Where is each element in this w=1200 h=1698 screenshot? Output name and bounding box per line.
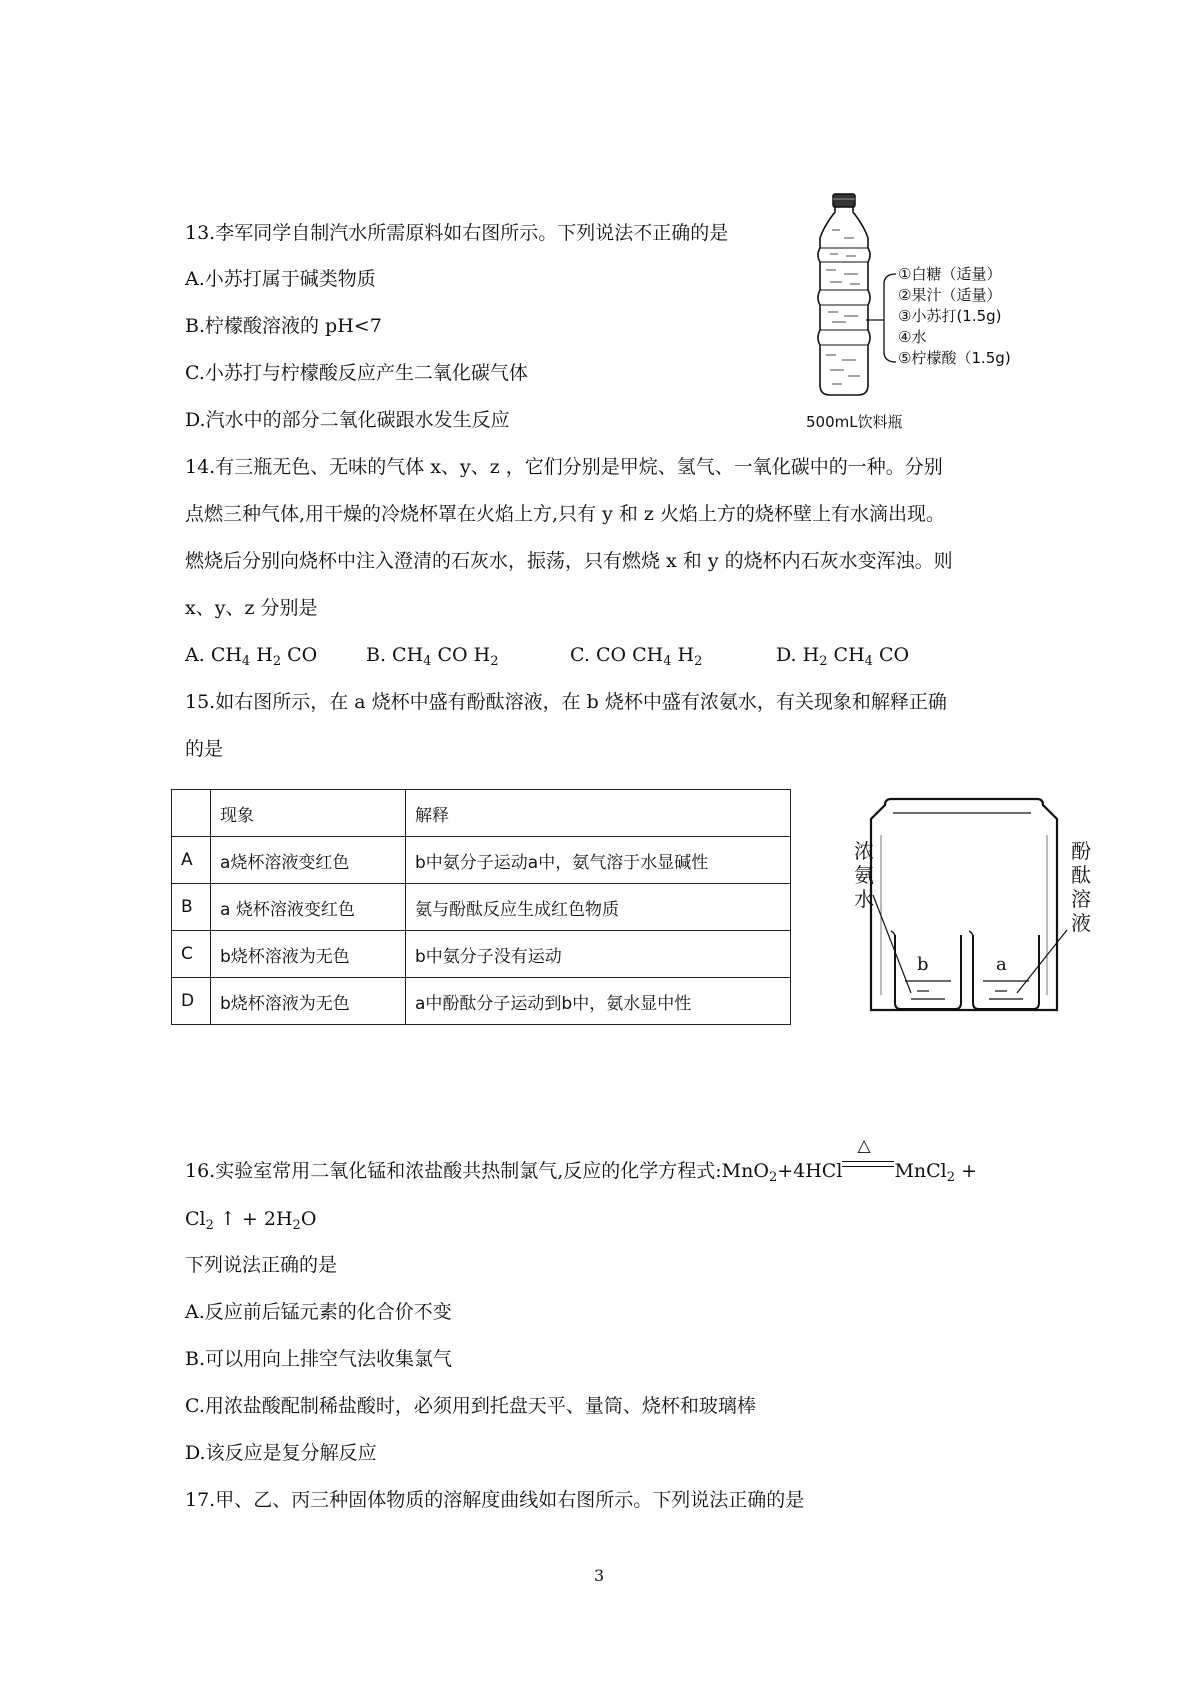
q14-line-4: x、y、z 分别是: [185, 597, 318, 619]
table-header-cell: [172, 790, 211, 837]
table-row: [172, 837, 791, 884]
q16-option-d: D.该反应是复分解反应: [185, 1442, 377, 1464]
q14-line-3: 燃烧后分别向烧杯中注入澄清的石灰水，振荡，只有燃烧 x 和 y 的烧杯内石灰水变浑浊。则: [185, 550, 953, 572]
ingredient-3: ③小苏打(1.5g): [898, 307, 1002, 325]
q14-option-c: C. CO $CH_4$ $H_2$: [570, 644, 703, 669]
q16-line-2: $Cl_2$ ↑ + $2H_2O$: [185, 1208, 317, 1233]
q14-line-2: 点燃三种气体,用干燥的冷烧杯罩在火焰上方,只有 y 和 z 火焰上方的烧杯壁上有水滴出现。: [185, 503, 945, 525]
phenolphthalein-label: 酚 酞 溶 液: [1071, 839, 1091, 935]
bottle-bracket: [866, 268, 902, 368]
ingredient-1: ①白糖（适量）: [898, 265, 1002, 283]
q15-table: [171, 789, 791, 1025]
table-cell: a烧杯溶液变红色: [211, 837, 406, 884]
table-row: [172, 884, 791, 931]
ingredient-4: ④水: [898, 328, 927, 346]
table-row: [172, 978, 791, 1025]
q14-option-d: D. $H_2$ $CH_4$ CO: [776, 644, 910, 669]
heat-symbol: △: [857, 1136, 871, 1156]
table-cell: b中氨分子运动a中，氨气溶于水显碱性: [406, 837, 791, 884]
table-cell: a中酚酞分子运动到b中，氨水显中性: [406, 978, 791, 1025]
table-header-cell: 现象: [211, 790, 406, 837]
q13-option-c: C.小苏打与柠檬酸反应产生二氧化碳气体: [185, 362, 528, 384]
table-cell: A: [172, 837, 211, 884]
beaker-b-label: b: [917, 954, 929, 975]
page-number: 3: [594, 1566, 605, 1585]
q14-option-b: B. $CH_4$ CO $H_2$: [366, 644, 499, 669]
table-cell: C: [172, 931, 211, 978]
table-cell: D: [172, 978, 211, 1025]
q13-option-d: D.汽水中的部分二氧化碳跟水发生反应: [185, 409, 510, 431]
q13-stem: 13.李军同学自制汽水所需原料如右图所示。下列说法不正确的是: [185, 222, 729, 244]
table-cell: B: [172, 884, 211, 931]
q13-option-a: A.小苏打属于碱类物质: [185, 268, 376, 290]
table-cell: b烧杯溶液为无色: [211, 978, 406, 1025]
q15-line-1: 15.如右图所示，在 a 烧杯中盛有酚酞溶液，在 b 烧杯中盛有浓氨水，有关现象和解释正确: [185, 691, 947, 713]
bottle-caption: 500mL饮料瓶: [806, 413, 903, 431]
q16-option-c: C.用浓盐酸配制稀盐酸时，必须用到托盘天平、量筒、烧杯和玻璃棒: [185, 1395, 756, 1417]
q16-option-b: B.可以用向上排空气法收集氯气: [185, 1348, 453, 1370]
ammonia-label: 浓 氨 水: [854, 839, 874, 911]
q16-prompt: 下列说法正确的是: [185, 1254, 338, 1276]
table-cell: b烧杯溶液为无色: [211, 931, 406, 978]
beaker-figure: [855, 795, 1070, 1020]
table-header-row: [172, 790, 791, 837]
table-row: [172, 931, 791, 978]
ingredient-2: ②果汁（适量）: [898, 286, 1002, 304]
q13-option-b: B.柠檬酸溶液的 pH<7: [185, 315, 382, 337]
q15-line-2: 的是: [185, 738, 224, 760]
q16-option-a: A.反应前后锰元素的化合价不变: [185, 1301, 452, 1323]
beaker-a-label: a: [996, 954, 1007, 975]
q14-option-a: A. $CH_4$ $H_2$ CO: [185, 644, 318, 669]
q14-line-1: 14.有三瓶无色、无味的气体 x、y、z ，它们分别是甲烷、氢气、一氧化碳中的一种。分别: [185, 456, 943, 478]
table-cell: a 烧杯溶液变红色: [211, 884, 406, 931]
ingredient-5: ⑤柠檬酸（1.5g): [898, 349, 1011, 367]
q16-line-1: 16.实验室常用二氧化锰和浓盐酸共热制氯气,反应的化学方程式:MnO$_2$+4HCl △ MnCl$_2$ +: [185, 1136, 977, 1185]
table-cell: 氨与酚酞反应生成红色物质: [406, 884, 791, 931]
q17-stem: 17.甲、乙、丙三种固体物质的溶解度曲线如右图所示。下列说法正确的是: [185, 1489, 805, 1511]
table-cell: b中氨分子没有运动: [406, 931, 791, 978]
reaction-condition-sign: [842, 1136, 894, 1177]
table-header-cell: 解释: [406, 790, 791, 837]
